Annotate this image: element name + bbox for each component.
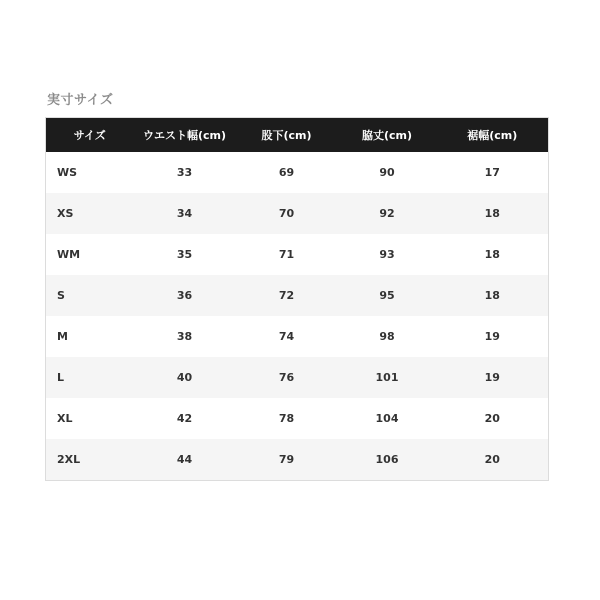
table-row xyxy=(46,316,549,357)
table-row xyxy=(46,439,549,481)
size-cell: WM xyxy=(57,248,81,261)
hem-width-cell: 18 xyxy=(484,207,500,220)
size-cell: XS xyxy=(57,207,74,220)
outseam-cell: 93 xyxy=(379,248,395,261)
table-body xyxy=(46,152,549,481)
header-row xyxy=(46,118,549,153)
table-row xyxy=(46,193,549,234)
hem-width-cell: 17 xyxy=(484,166,500,179)
waist-cell: 34 xyxy=(176,207,193,220)
hem-width-cell: 18 xyxy=(484,289,500,302)
size-cell: 2XL xyxy=(57,453,81,466)
header-inseam: 股下(cm) xyxy=(261,129,312,142)
size-cell: L xyxy=(57,371,65,384)
header-outseam: 脇丈(cm) xyxy=(361,129,413,142)
table-row xyxy=(46,357,549,398)
outseam-cell: 106 xyxy=(375,453,399,466)
inseam-cell: 76 xyxy=(278,371,295,384)
outseam-cell: 95 xyxy=(379,289,395,302)
inseam-cell: 72 xyxy=(278,289,295,302)
waist-cell: 33 xyxy=(176,166,193,179)
header-hem-width: 裾幅(cm) xyxy=(467,129,518,142)
table-row xyxy=(46,152,549,193)
waist-cell: 44 xyxy=(176,453,193,466)
size-chart-table xyxy=(45,117,549,481)
waist-cell: 36 xyxy=(176,289,193,302)
outseam-cell: 101 xyxy=(375,371,399,384)
waist-cell: 35 xyxy=(176,248,193,261)
outseam-cell: 104 xyxy=(375,412,399,425)
hem-width-cell: 18 xyxy=(484,248,500,261)
size-cell: M xyxy=(57,330,68,343)
outseam-cell: 92 xyxy=(379,207,395,220)
table-header xyxy=(46,118,549,153)
hem-width-cell: 20 xyxy=(484,453,500,466)
inseam-cell: 79 xyxy=(278,453,295,466)
size-cell: S xyxy=(57,289,65,302)
header-size: サイズ xyxy=(73,129,106,142)
hem-width-cell: 19 xyxy=(484,371,500,384)
size-cell: WS xyxy=(57,166,78,179)
inseam-cell: 74 xyxy=(278,330,295,343)
waist-cell: 42 xyxy=(176,412,193,425)
inseam-cell: 69 xyxy=(278,166,295,179)
waist-cell: 40 xyxy=(176,371,193,384)
table-row xyxy=(46,275,549,316)
inseam-cell: 78 xyxy=(278,412,295,425)
waist-cell: 38 xyxy=(176,330,193,343)
header-waist: ウエスト幅(cm) xyxy=(142,129,227,142)
outseam-cell: 90 xyxy=(379,166,395,179)
outseam-cell: 98 xyxy=(379,330,395,343)
size-cell: XL xyxy=(57,412,73,425)
hem-width-cell: 19 xyxy=(484,330,500,343)
section-title: 実寸サイズ xyxy=(47,93,114,108)
inseam-cell: 70 xyxy=(278,207,295,220)
hem-width-cell: 20 xyxy=(484,412,500,425)
table-row xyxy=(46,234,549,275)
inseam-cell: 71 xyxy=(278,248,295,261)
table-row xyxy=(46,398,549,439)
